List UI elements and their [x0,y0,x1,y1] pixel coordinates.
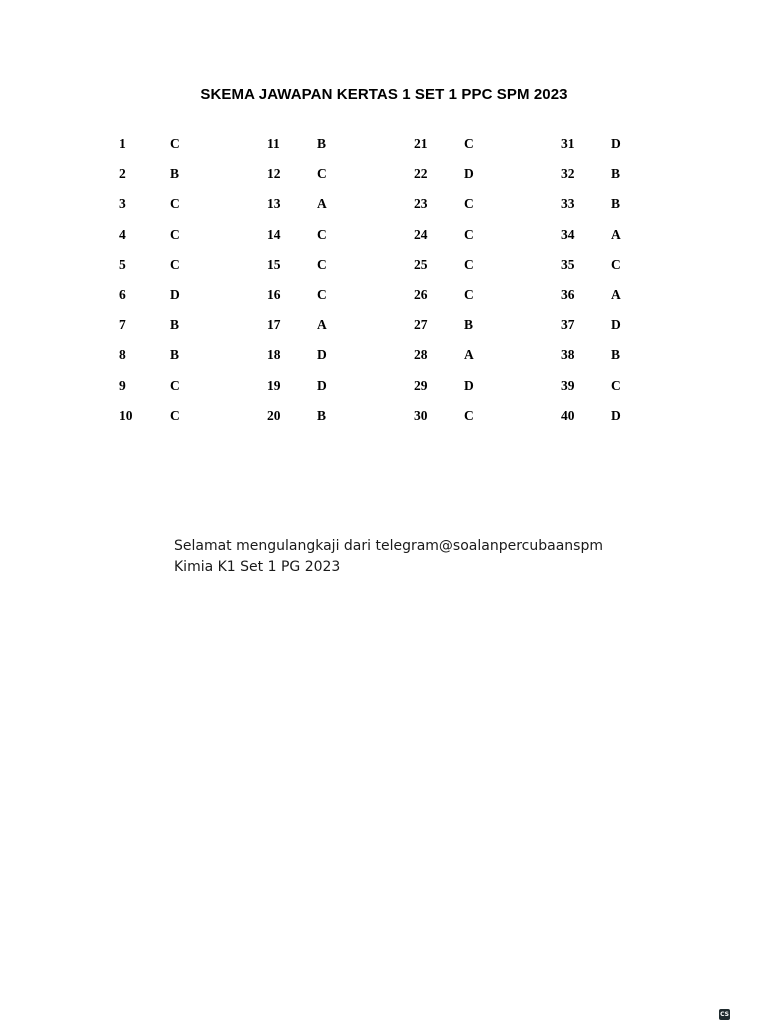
question-number: 12 [267,166,281,182]
answer-letter: C [464,256,474,272]
question-number: 40 [561,407,575,423]
answer-letter: A [317,196,327,212]
question-number: 15 [267,256,281,272]
answer-letter: A [464,347,474,363]
answer-letter: C [170,256,180,272]
answer-letter: D [317,377,327,393]
question-number: 1 [119,136,126,151]
question-number: 32 [561,166,575,182]
question-number: 26 [414,287,428,302]
question-number: 6 [119,287,126,302]
question-number: 31 [561,136,575,151]
footer-note [174,536,603,578]
answer-letter: D [464,166,474,182]
question-number: 2 [119,166,126,182]
answer-letter: C [611,256,621,272]
question-number: 16 [267,287,281,302]
answer-key-grid [0,0,768,500]
answer-letter: B [611,166,621,182]
answer-letter: D [464,377,474,393]
answer-letter: D [170,287,180,302]
answer-letter: B [464,317,474,333]
answer-letter: B [317,136,327,151]
answer-letter: C [317,287,327,302]
answer-letter: B [170,347,180,363]
answer-letter: C [464,196,474,212]
question-number: 4 [119,226,126,242]
answer-letter: D [317,347,327,363]
answer-letter: A [317,317,327,333]
answer-letter: D [611,136,621,151]
question-number: 39 [561,377,575,393]
answer-letter: C [317,166,327,182]
answer-letter: B [170,317,180,333]
answer-letter: C [170,196,180,212]
question-number: 23 [414,196,428,212]
question-number: 17 [267,317,281,333]
answer-letter: B [317,407,327,423]
answer-letter: B [611,196,621,212]
question-number: 20 [267,407,281,423]
answer-letter: C [170,377,180,393]
answer-letter: C [464,136,474,151]
question-number: 7 [119,317,126,333]
answer-letter: A [611,226,621,242]
question-number: 5 [119,256,126,272]
answer-letter: C [317,256,327,272]
question-number: 37 [561,317,575,333]
answer-letter: C [170,136,180,151]
question-number: 22 [414,166,428,182]
question-number: 34 [561,226,575,242]
question-number: 36 [561,287,575,302]
question-number: 8 [119,347,126,363]
question-number: 14 [267,226,281,242]
question-number: 35 [561,256,575,272]
note-line-1: Selamat mengulangkaji dari telegram@soalanpercubaanspm [174,538,603,554]
question-number: 33 [561,196,575,212]
camscanner-logo-icon: CS [720,1011,729,1018]
question-number: 24 [414,226,428,242]
question-number: 10 [119,407,133,423]
question-number: 27 [414,317,428,333]
answer-letter: C [170,407,180,423]
answer-letter: C [464,407,474,423]
question-number: 9 [119,377,126,393]
answer-letter: C [317,226,327,242]
question-number: 38 [561,347,575,363]
page-title: SKEMA JAWAPAN KERTAS 1 SET 1 PPC SPM 2023 [200,86,568,103]
question-number: 21 [414,136,428,151]
question-number: 25 [414,256,428,272]
answer-letter: B [170,166,180,182]
answer-letter: B [611,347,621,363]
question-number: 13 [267,196,281,212]
answer-letter: D [611,407,621,423]
answer-letter: C [611,377,621,393]
answer-letter: A [611,287,621,302]
question-number: 30 [414,407,428,423]
question-number: 29 [414,377,428,393]
answer-letter: C [464,287,474,302]
question-number: 28 [414,347,428,363]
question-number: 19 [267,377,281,393]
answer-letter: C [170,226,180,242]
question-number: 3 [119,196,126,212]
note-line-2: Kimia K1 Set 1 PG 2023 [174,559,341,575]
answer-letter: C [464,226,474,242]
answer-letter: D [611,317,621,333]
question-number: 11 [267,136,280,151]
question-number: 18 [267,347,281,363]
